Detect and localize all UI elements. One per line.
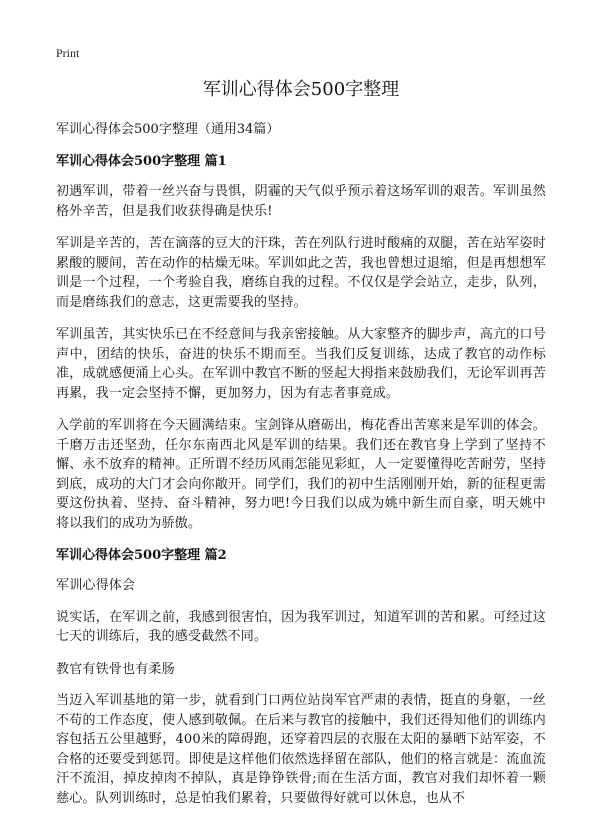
paragraph: 军训虽苦，其实快乐已在不经意间与我亲密接触。从大家整齐的脚步声，高亢的口号声中，团结的快乐，奋进的快乐不期而至。当我们反复训练，达成了教官的动作标准，成就感便涌上心头。在军训中教官不断的竖起大拇指来鼓励我们，无论军训再苦再累，我一定会坚持不懈，更加努力，因为有志者事竟成。 (56, 327, 546, 401)
paragraph: 说实话，在军训之前，我感到很害怕，因为我军训过，知道军训的苦和累。可经过这七天的训练后，我的感受截然不同。 (56, 609, 546, 644)
document-subtitle: 军训心得体会500字整理（通用34篇） (56, 122, 280, 137)
document-title: 军训心得体会500字整理 (202, 79, 400, 100)
document-page (56, 78, 546, 806)
section-heading: 军训心得体会500字整理 篇2 (56, 548, 227, 563)
print-link[interactable]: Print (56, 46, 80, 60)
paragraph: 教官有铁骨也有柔肠 (56, 661, 175, 677)
paragraph: 军训心得体会 (56, 578, 136, 593)
paragraph: 当迈入军训基地的第一步，就看到门口两位站岗军官严肃的表情，挺直的身躯，一丝不苟的工作态度，使人感到敬佩。在后来与教官的接触中，我们还得知他们的训练内容包括五公里越野，400米的障碍跑，还穿着四层的衣服在太阳的暴晒下站军姿，不合格的还要受到惩罚。即使是这样他们依然选择留在部队，他们的格言就是：流血流汗不流泪，掉皮掉肉不掉队，真是铮铮铁骨;而在生活方面，教官对我们却怀着一颗慈心。队列训练时，总是怕我们累着，只要做得好就可以休息，也从不 (56, 693, 546, 806)
section-heading: 军训心得体会500字整理 篇1 (56, 154, 227, 169)
paragraph: 初遇军训，带着一丝兴奋与畏惧，阴霾的天气似乎预示着这场军训的艰苦。军训虽然格外辛苦，但是我们收获得确是快乐! (56, 184, 546, 219)
section-2 (56, 546, 546, 806)
section-1 (56, 152, 546, 533)
paragraph: 军训是辛苦的，苦在滴落的豆大的汗珠，苦在列队行进时酸痛的双腿，苦在站军姿时累酸的腰间，苦在动作的枯燥无味。军训如此之苦，我也曾想过退缩，但是再想想军训是一个过程，一个考验自我，磨练自我的过程。不仅仅是学会站立，走步，队列，而是磨练我们的意志，这更需要我的坚持。 (56, 236, 546, 310)
paragraph: 入学前的军训将在今天圆满结束。宝剑锋从磨砺出，梅花香出苦寒来是军训的体会。千磨万击还坚劲，任尔东南西北风是军训的结果。我们还在教官身上学到了坚持不懈、永不放弃的精神。正所谓不经历风雨怎能见彩虹，人一定要懂得吃苦耐劳，坚持到底，成功的大门才会向你敞开。同学们，我们的初中生活刚刚开始，新的征程更需要这份执着、坚持、奋斗精神，努力吧!今日我们以成为姚中新生而自豪，明天姚中将以我们的成功为骄傲。 (56, 418, 546, 531)
